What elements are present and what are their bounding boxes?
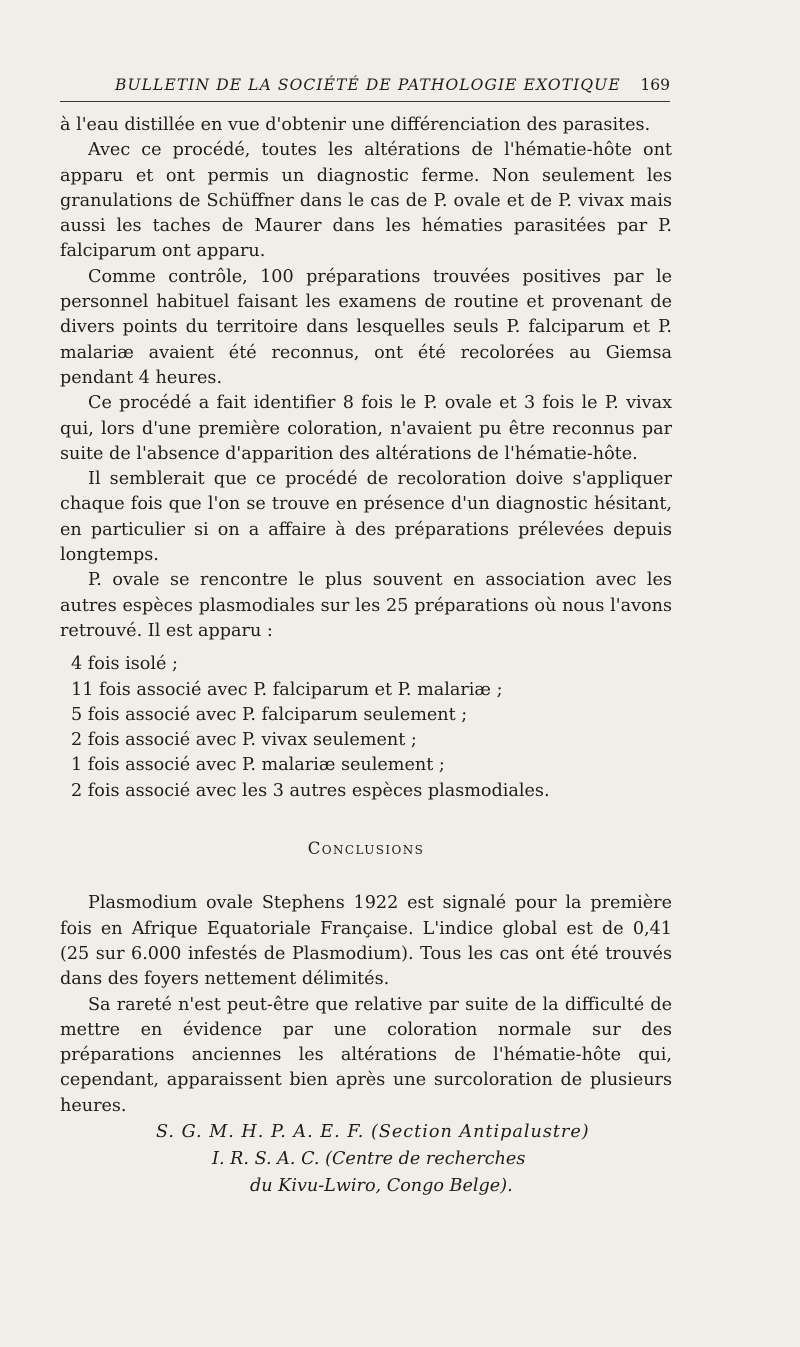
header-rule <box>60 101 670 102</box>
article-body <box>60 113 672 1200</box>
signature-line: du Kivu-Lwiro, Congo Belge). <box>250 1175 513 1196</box>
list-item: 5 fois associé avec P. falciparum seulement ; <box>71 704 468 725</box>
spacer <box>60 644 672 652</box>
list-item: 11 fois associé avec P. falciparum et P. malariæ ; <box>71 679 503 700</box>
paragraph: Comme contrôle, 100 préparations trouvées positives par le personnel habituel faisant les examens de routine et provenant de divers points du territoire dans lesquelles seuls P. falciparum et P. malariæ avaient été reconnus, ont été recolorées au Giemsa pendant 4 heures. <box>60 266 672 388</box>
paragraph: à l'eau distillée en vue d'obtenir une différenciation des parasites. <box>60 115 651 135</box>
signature-line: S. G. M. H. P. A. E. F. (Section Antipalustre) <box>156 1121 590 1142</box>
paragraph: Sa rareté n'est peut-être que relative par suite de la difficulté de mettre en évidence par une coloration normale sur des préparations anciennes les altérations de l'hématie-hôte qui, cependant, apparaissent bien après une surcoloration de plusieurs heures. <box>60 994 672 1116</box>
paragraph: Plasmodium ovale Stephens 1922 est signalé pour la première fois en Afrique Equatoriale Française. L'indice global est de 0,41 (25 sur 6.000 infestés de Plasmodium). Tous les cas ont été trouvés dans des foyers nettement délimités. <box>60 893 672 990</box>
page-number: 169 <box>640 76 670 94</box>
signature-line: I. R. S. A. C. (Centre de recherches <box>212 1148 526 1169</box>
running-header <box>60 76 670 100</box>
signature-block <box>60 1119 672 1200</box>
paragraph: P. ovale se rencontre le plus souvent en association avec les autres espèces plasmodiales sur les 25 préparations où nous l'avons retrouvé. Il est apparu : <box>60 570 672 641</box>
paragraph: Avec ce procédé, toutes les altérations de l'hématie-hôte ont apparu et ont permis un diagnostic ferme. Non seulement les granulations de Schüffner dans le cas de P. ovale et de P. vivax mais aussi les taches de Maurer dans les hématies parasitées par P. falciparum ont apparu. <box>60 140 672 262</box>
association-list <box>60 652 672 804</box>
paragraph: Il semblerait que ce procédé de recoloration doive s'appliquer chaque fois que l'on se trouve en présence d'un diagnostic hésitant, en particulier si on a affaire à des préparations prélevées depuis longtemps. <box>60 469 672 566</box>
list-item: 2 fois associé avec les 3 autres espèces plasmodiales. <box>71 780 550 801</box>
list-item: 1 fois associé avec P. malariæ seulement ; <box>71 755 445 776</box>
list-item: 4 fois isolé ; <box>71 654 178 675</box>
paragraph: Ce procédé a fait identifier 8 fois le P. ovale et 3 fois le P. vivax qui, lors d'une première coloration, n'avaient pu être reconnus par suite de l'absence d'apparition des altérations de l'hématie-hôte. <box>60 393 672 464</box>
list-item: 2 fois associé avec P. vivax seulement ; <box>71 730 417 751</box>
section-heading: Conclusions <box>307 839 425 859</box>
journal-title: BULLETIN DE LA SOCIÉTÉ DE PATHOLOGIE EXOTIQUE <box>115 76 621 94</box>
